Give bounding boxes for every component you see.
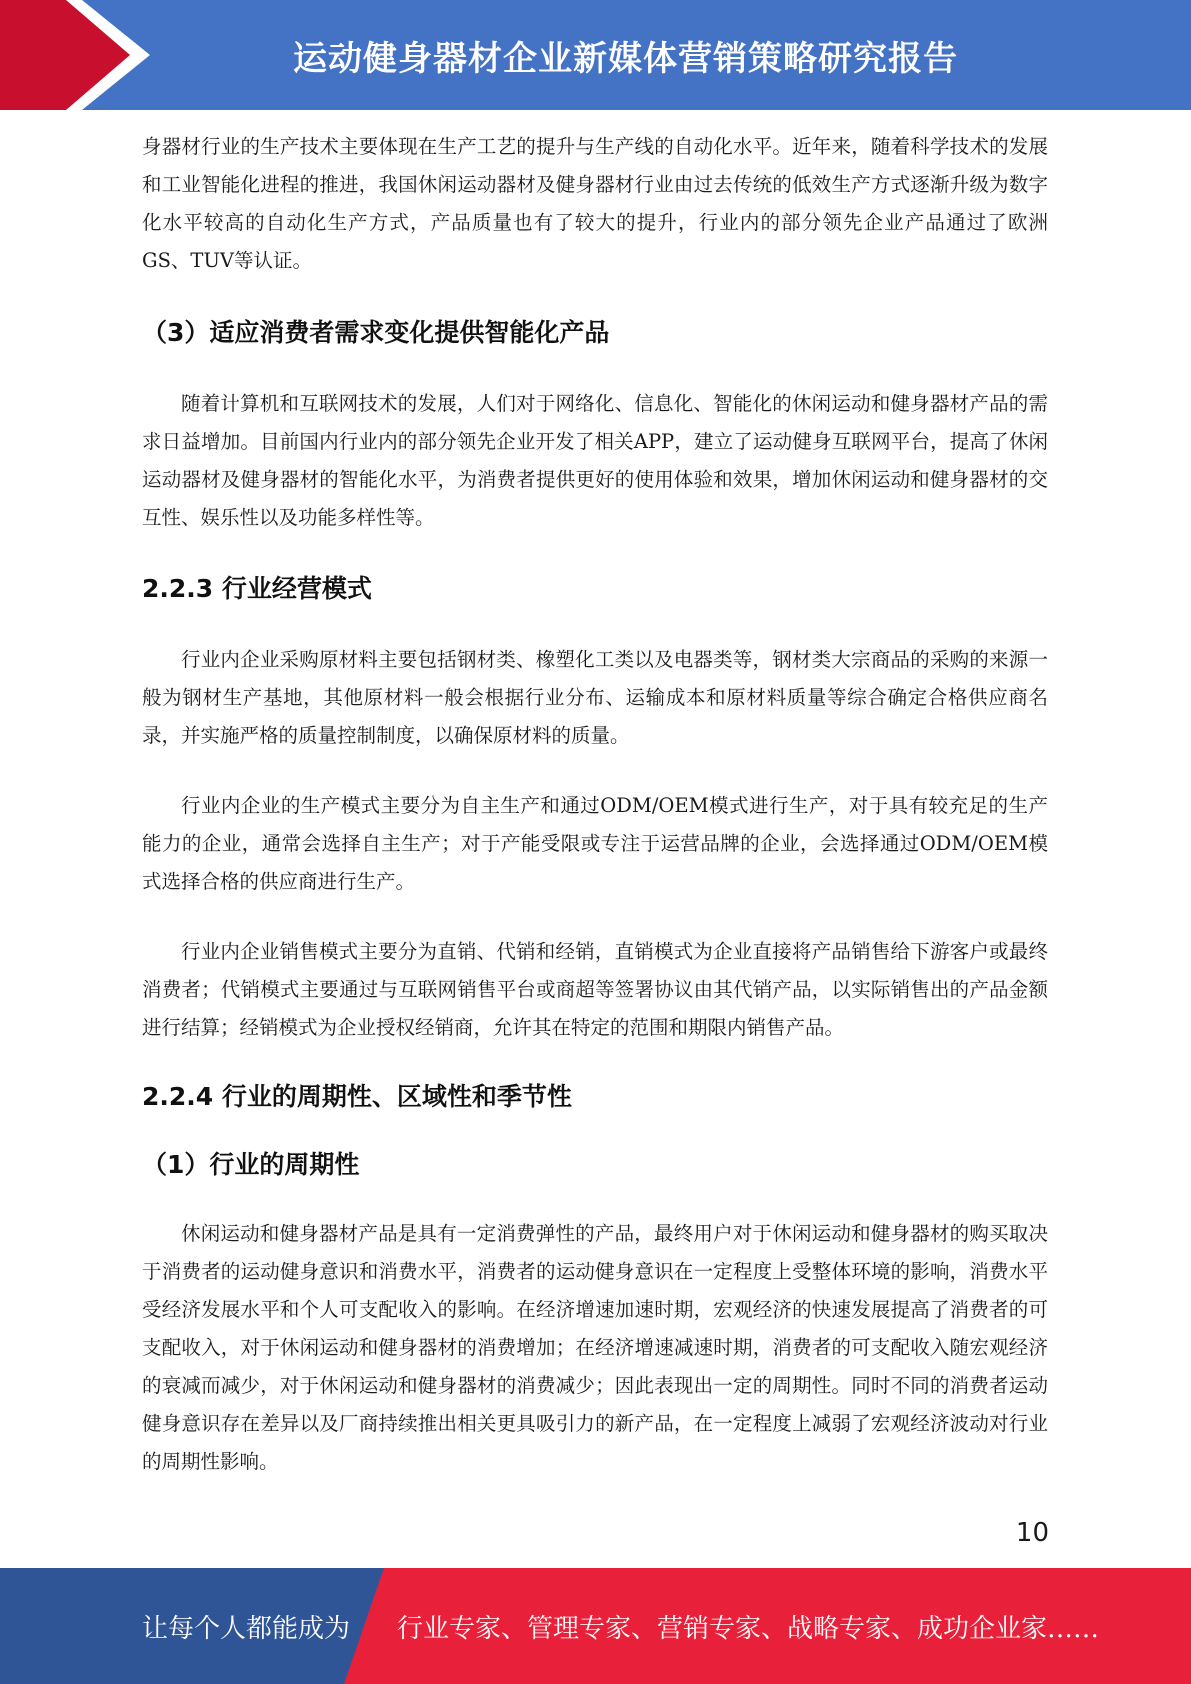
paragraph: 行业内企业采购原材料主要包括钢材类、橡塑化工类以及电器类等，钢材类大宗商品的采购的来源一般为钢材生产基地，其他原材料一般会根据行业分布、运输成本和原材料质量等综合确定合格供应商名录，并实施严格的质量控制制度，以确保原材料的质量。	[142, 648, 1048, 747]
report-title: 运动健身器材企业新媒体营销策略研究报告	[293, 38, 958, 79]
header-chevron-graphic	[0, 0, 160, 110]
footer-banner	[0, 1568, 1191, 1684]
paragraph: 身器材行业的生产技术主要体现在生产工艺的提升与生产线的自动化水平。近年来，随着科学技术的发展和工业智能化进程的推进，我国休闲运动器材及健身器材行业由过去传统的低效生产方式逐渐升级为数字化水平较高的自动化生产方式，产品质量也有了较大的提升，行业内的部分领先企业产品通过了欧洲GS、TUV等认证。	[142, 135, 1048, 272]
chevron-red-arrow	[0, 0, 130, 110]
page-content	[142, 128, 1048, 1481]
paragraph: 行业内企业的生产模式主要分为自主生产和通过ODM/OEM模式进行生产，对于具有较充足的生产能力的企业，通常会选择自主生产；对于产能受限或专注于运营品牌的企业，会选择通过ODM/OEM模式选择合格的供应商进行生产。	[142, 794, 1048, 893]
section-heading: （1）行业的周期性	[142, 1150, 360, 1179]
footer-slogan-right: 行业专家、管理专家、营销专家、战略专家、成功企业家……	[397, 1613, 1100, 1644]
paragraph: 行业内企业销售模式主要分为直销、代销和经销，直销模式为企业直接将产品销售给下游客户或最终消费者；代销模式主要通过与互联网销售平台或商超等签署协议由其代销产品，以实际销售出的产品金额进行结算；经销模式为企业授权经销商，允许其在特定的范围和期限内销售产品。	[142, 940, 1048, 1039]
paragraph: 休闲运动和健身器材产品是具有一定消费弹性的产品，最终用户对于休闲运动和健身器材的购买取决于消费者的运动健身意识和消费水平，消费者的运动健身意识在一定程度上受整体环境的影响，消费水平受经济发展水平和个人可支配收入的影响。在经济增速加速时期，宏观经济的快速发展提高了消费者的可支配收入，对于休闲运动和健身器材的消费增加；在经济增速减速时期，消费者的可支配收入随宏观经济的衰减而减少，对于休闲运动和健身器材的消费减少；因此表现出一定的周期性。同时不同的消费者运动健身意识存在差异以及厂商持续推出相关更具吸引力的新产品，在一定程度上减弱了宏观经济波动对行业的周期性影响。	[142, 1222, 1048, 1473]
section-heading: 2.2.4 行业的周期性、区域性和季节性	[142, 1082, 572, 1111]
page-number: 10	[1015, 1518, 1049, 1548]
footer-slogan-left: 让每个人都能成为	[142, 1613, 351, 1644]
section-heading: （3）适应消费者需求变化提供智能化产品	[142, 318, 610, 347]
header-banner	[0, 0, 1191, 110]
paragraph: 随着计算机和互联网技术的发展，人们对于网络化、信息化、智能化的休闲运动和健身器材产品的需求日益增加。目前国内行业内的部分领先企业开发了相关APP，建立了运动健身互联网平台，提高了休闲运动器材及健身器材的智能化水平，为消费者提供更好的使用体验和效果，增加休闲运动和健身器材的交互性、娱乐性以及功能多样性等。	[142, 392, 1048, 529]
section-heading: 2.2.3 行业经营模式	[142, 574, 372, 603]
